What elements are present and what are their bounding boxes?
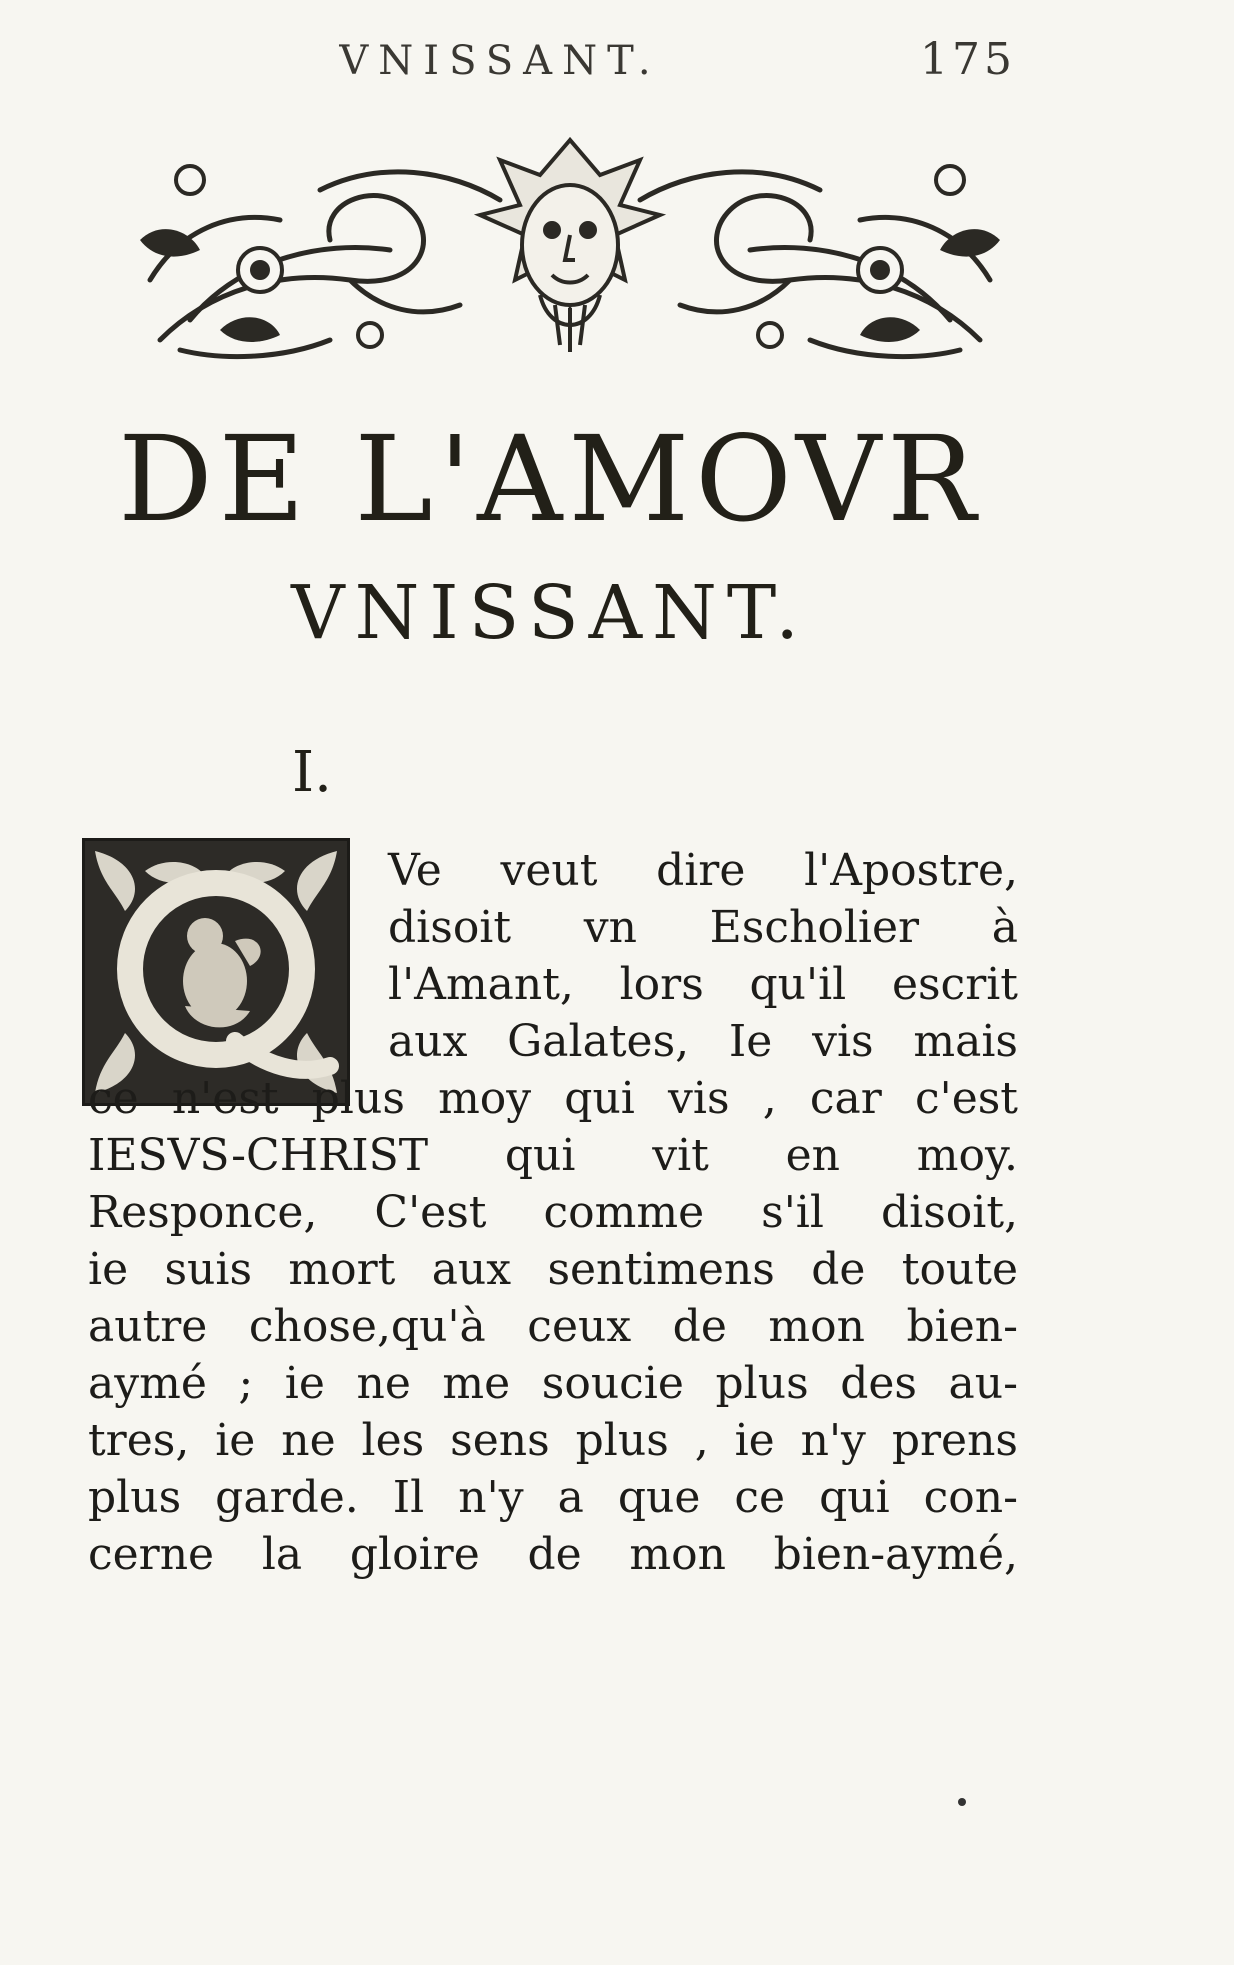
text-line: plus garde. Il n'y a que ce qui con- [88,1472,1018,1523]
page-number: 175 [920,34,1016,85]
text-line: Responce, C'est comme s'il disoit, [88,1187,1018,1238]
chapter-subtitle: VNISSANT. [291,570,809,656]
chapter-title: DE L'AMOVR [118,410,982,548]
text-line: tres, ie ne les sens plus , ie n'y prens [88,1415,1018,1466]
section-number: I. [292,740,332,805]
text-line: IESVS-CHRIST qui vit en moy. [88,1130,1018,1181]
text-line: aux Galates, Ie vis mais [388,1016,1018,1067]
text-line: ce n'est plus moy qui vis , car c'est [88,1073,1018,1124]
text-line: l'Amant, lors qu'il escrit [388,959,1018,1010]
ink-speck [958,1798,966,1806]
body-text [88,842,1018,1583]
text-line: aymé ; ie ne me soucie plus des au- [88,1358,1018,1409]
text-line: ie suis mort aux sentimens de toute [88,1244,1018,1295]
text-line: autre chose,qu'à ceux de mon bien- [88,1301,1018,1352]
headpiece-ornament [120,120,1020,370]
text-line: disoit vn Escholier à [388,902,1018,953]
running-head: VNISSANT. [339,38,661,84]
text-line: cerne la gloire de mon bien-aymé, [88,1529,1018,1580]
text-line: Ve veut dire l'Apostre, [388,845,1018,896]
